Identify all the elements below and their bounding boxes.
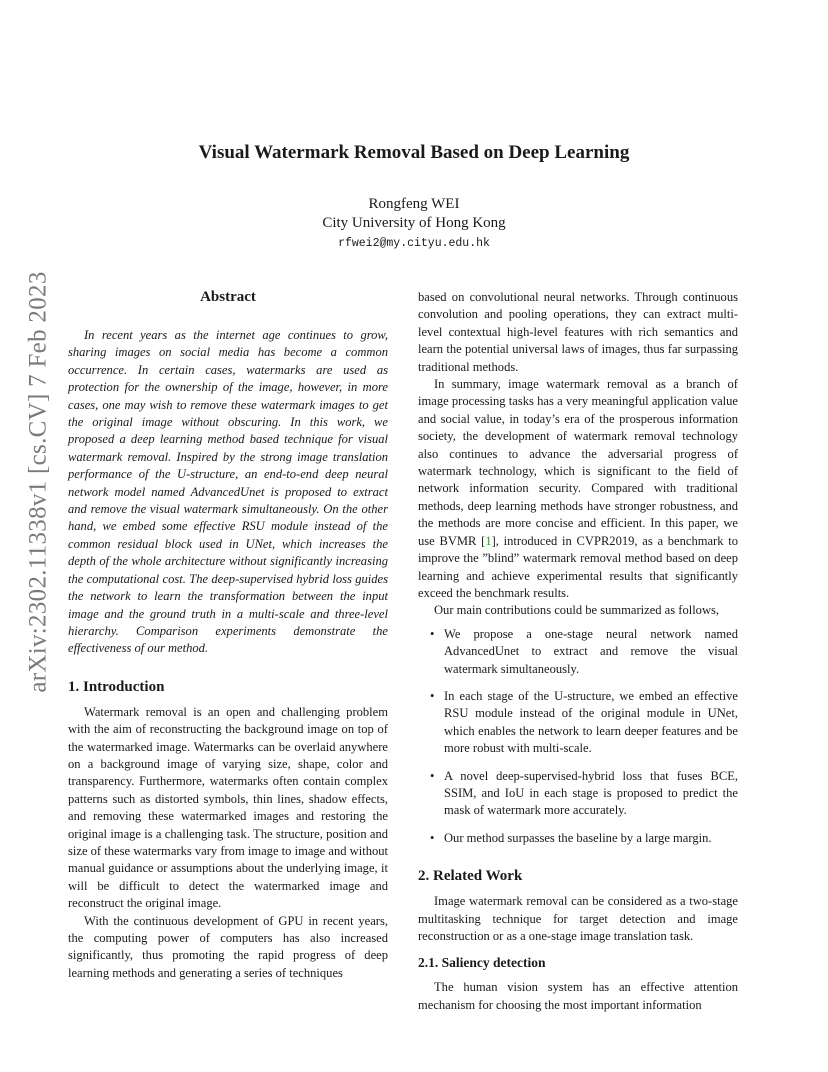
list-item: [418, 768, 738, 820]
arxiv-identifier-stamp: [24, 271, 54, 693]
intro-paragraph-2: With the continuous development of GPU in recent years, the computing power of computers has also increased significantly, thus promoting the rapid progress of deep learning methods and generating a series of techniques: [68, 913, 388, 980]
intro-paragraph-3-text-b: ], introduced in CVPR2019, as a benchmark to improve the ”blind” watermark removal method based on deep learning and achieve experimental results that significantly exceed the benchmark results.: [418, 533, 738, 600]
intro-paragraph-2-continued: based on convolutional neural networks. Through continuous convolution and pooling operations, they can extract multi-level contextual high-level features with rich semantics and learn the potential universal laws of images, thus far surpassing traditional methods.: [418, 290, 738, 374]
related-paragraph-1: Image watermark removal can be considered as a two-stage multitasking technique for target detection and image reconstruction or as a one-stage image translation task.: [418, 894, 738, 943]
related-paragraph-2: The human vision system has an effective attention mechanism for choosing the most important information: [418, 980, 738, 1012]
citation-link[interactable]: 1: [485, 533, 492, 548]
contribution-text: Our method surpasses the baseline by a large margin.: [444, 830, 712, 845]
contribution-text: In each stage of the U-structure, we embed an effective RSU module instead of the original module in UNet, which enables the network to learn deeper features and be more robust with multi-scale.: [444, 688, 738, 756]
intro-paragraph-4: Our main contributions could be summarized as follows,: [434, 603, 720, 618]
bullet-icon: •: [430, 626, 435, 641]
left-column: [68, 289, 388, 982]
bullet-icon: •: [430, 688, 435, 703]
right-column: [418, 289, 738, 1014]
contribution-text: A novel deep-supervised-hybrid loss that fuses BCE, SSIM, and IoU in each stage is proposed to predict the mask of watermark more accurately.: [444, 768, 738, 818]
list-item: [418, 688, 738, 758]
abstract-text: In recent years as the internet age continues to grow, sharing images on social media has become a common occurrence. In certain cases, watermarks are used as protection for the ownership of the image, however, in more cases, one may wish to remove these watermark images to get the original image without obscuring. In this work, we proposed a deep learning method based technique for visual watermark removal. Inspired by the strong image translation performance of the U-structure, an end-to-end deep neural network model named AdvancedUnet is proposed to extract and remove the visual watermark simultaneously. On the other hand, we embed some effective RSU module instead of the common residual block used in UNet, which increases the depth of the whole architecture without significantly increasing the computational cost. The deep-supervised hybrid loss guides the network to learn the transformation between the input image and the ground truth in a multi-scale and three-level hierarchy. Comparison experiments demonstrate the effectiveness of our method.: [68, 328, 388, 656]
bullet-icon: •: [430, 768, 435, 783]
intro-paragraph-1: Watermark removal is an open and challenging problem with the aim of reconstructing the background image on top of the watermarked image. Watermarks can be overlaid anywhere on a background image of varying size, shape, color and transparency. Furthermore, watermarks often contain complex patterns such as distorted symbols, thin lines, shadow effects, and removing these watermarked images and restoring the original image is a challenging task. The structure, position and size of these watermarks vary from image to image and without manual guidance or assumptions about the underlying image, it will be difficult to detect the watermarked image and reconstruct the original image.: [68, 704, 388, 911]
section-heading-introduction: 1. Introduction: [68, 678, 165, 695]
arxiv-identifier: arXiv:2302.11338v1 [cs.CV] 7 Feb 2023: [25, 271, 52, 693]
paper-title: Visual Watermark Removal Based on Deep Learning: [198, 142, 630, 163]
list-item: [418, 626, 738, 678]
author-affiliation: City University of Hong Kong: [322, 215, 506, 231]
bullet-icon: •: [430, 830, 435, 845]
list-item: [418, 830, 738, 847]
subsection-heading-saliency: 2.1. Saliency detection: [418, 955, 546, 971]
contributions-list: [418, 626, 738, 847]
abstract-heading: Abstract: [200, 289, 256, 305]
contribution-text: We propose a one-stage neural network named AdvancedUnet to extract and remove the visual watermark simultaneously.: [444, 626, 738, 676]
intro-paragraph-3-text-a: In summary, image watermark removal as a branch of image processing tasks has a very meaningful application value and social value, in today’s era of the prosperous information society, the development of watermark removal technology also continues to advance the adversarial progress of watermark technology, which is significant to the field of network information security. Compared with traditional methods, deep learning methods have stronger robustness, and the methods are more concise and efficient. In this paper, we use BVMR [: [418, 377, 738, 548]
section-heading-related-work: 2. Related Work: [418, 868, 523, 885]
intro-paragraph-3: [418, 376, 738, 602]
author-name: Rongfeng WEI: [368, 196, 460, 212]
author-email: rfwei2@my.cityu.edu.hk: [338, 237, 490, 250]
